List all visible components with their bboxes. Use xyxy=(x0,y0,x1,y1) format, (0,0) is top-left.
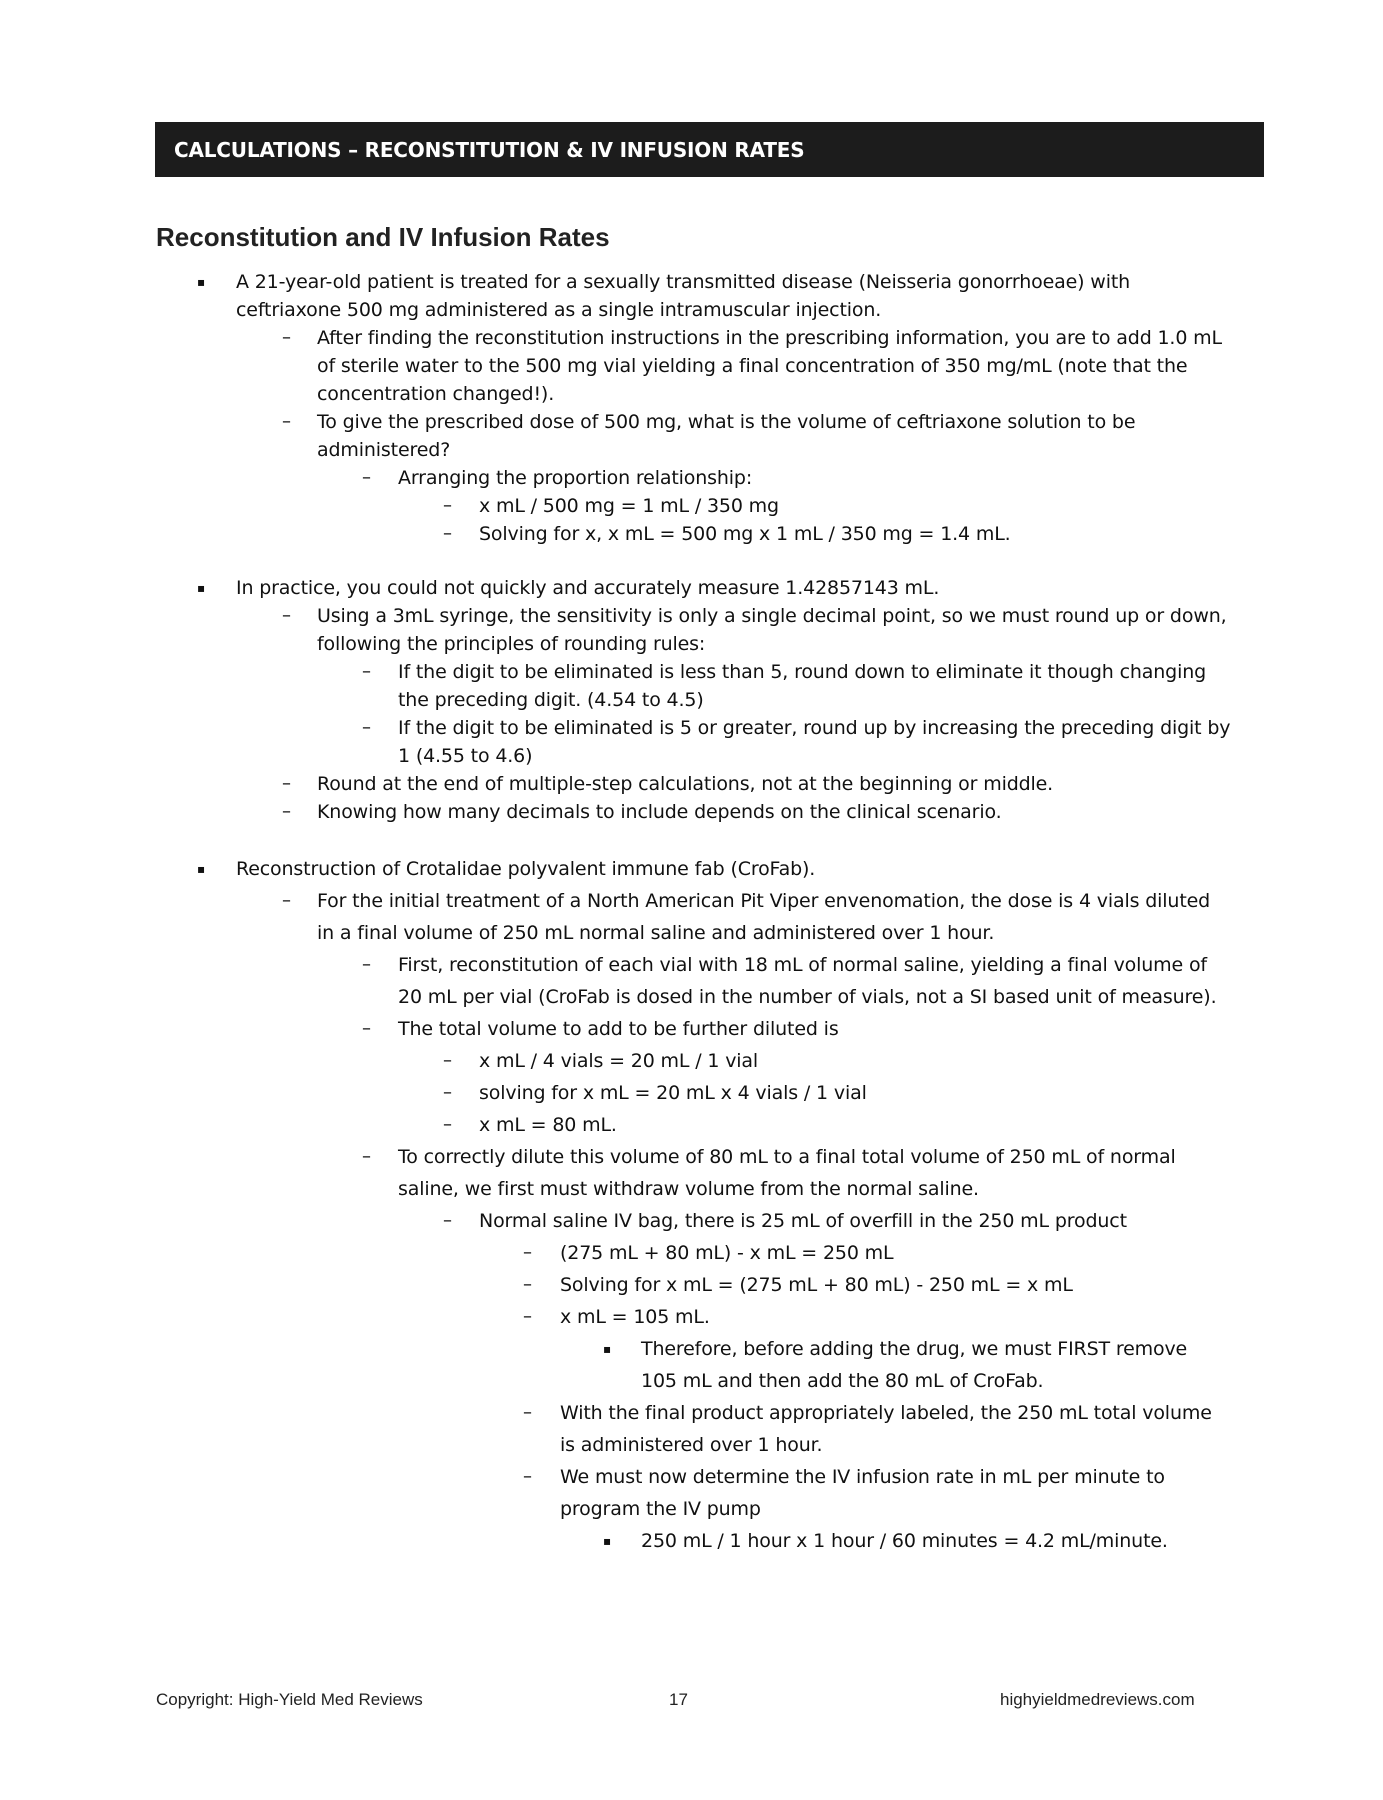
bullet-marker: ▪ xyxy=(197,275,206,289)
text-line: administered? xyxy=(317,439,451,461)
text-line: x mL = 80 mL. xyxy=(479,1114,617,1136)
bullet-marker: ▪ xyxy=(197,581,206,595)
text-line: To give the prescribed dose of 500 mg, what is the volume of ceftriaxone solution to be xyxy=(317,411,1136,433)
text-line: 1 (4.55 to 4.6) xyxy=(398,745,533,767)
text-line: Normal saline IV bag, there is 25 mL of overfill in the 250 mL product xyxy=(479,1210,1127,1232)
text-line: Using a 3mL syringe, the sensitivity is only a single decimal point, so we must round up or down, xyxy=(317,605,1227,627)
text-line: Arranging the proportion relationship: xyxy=(398,467,753,489)
text-line: following the principles of rounding rules: xyxy=(317,633,706,655)
dash-marker: – xyxy=(523,1306,532,1327)
text-line: Reconstruction of Crotalidae polyvalent immune fab (CroFab). xyxy=(236,858,816,880)
dash-marker: – xyxy=(362,1146,371,1167)
dash-marker: – xyxy=(443,1050,452,1071)
text-line: in a final volume of 250 mL normal saline and administered over 1 hour. xyxy=(317,922,995,944)
dash-marker: – xyxy=(523,1402,532,1423)
text-line: A 21-year-old patient is treated for a sexually transmitted disease (Neisseria gonorrhoeae) with xyxy=(236,271,1131,293)
text-line: is administered over 1 hour. xyxy=(560,1434,823,1456)
dash-marker: – xyxy=(362,661,371,682)
text-line: program the IV pump xyxy=(560,1498,761,1520)
dash-marker: – xyxy=(362,467,371,488)
dash-marker: – xyxy=(282,327,291,348)
text-line: If the digit to be eliminated is less than 5, round down to eliminate it though changing xyxy=(398,661,1206,683)
bullet-marker: ▪ xyxy=(603,1342,612,1356)
bullet-marker: ▪ xyxy=(603,1534,612,1548)
text-line: Therefore, before adding the drug, we must FIRST remove xyxy=(641,1338,1188,1360)
bullet-marker: ▪ xyxy=(197,862,206,876)
text-line: saline, we first must withdraw volume from the normal saline. xyxy=(398,1178,979,1200)
dash-marker: – xyxy=(523,1466,532,1487)
text-line: Knowing how many decimals to include depends on the clinical scenario. xyxy=(317,801,1002,823)
dash-marker: – xyxy=(443,1210,452,1231)
dash-marker: – xyxy=(523,1274,532,1295)
text-line: We must now determine the IV infusion rate in mL per minute to xyxy=(560,1466,1165,1488)
footer-website: highyieldmedreviews.com xyxy=(1000,1690,1195,1709)
dash-marker: – xyxy=(362,1018,371,1039)
text-line: After finding the reconstitution instructions in the prescribing information, you are to add 1.0 mL xyxy=(317,327,1222,349)
text-line: 250 mL / 1 hour x 1 hour / 60 minutes = 4.2 mL/minute. xyxy=(641,1530,1168,1552)
dash-marker: – xyxy=(282,605,291,626)
dash-marker: – xyxy=(443,1082,452,1103)
dash-marker: – xyxy=(443,1114,452,1135)
dash-marker: – xyxy=(362,717,371,738)
text-line: ceftriaxone 500 mg administered as a single intramuscular injection. xyxy=(236,299,882,321)
dash-marker: – xyxy=(282,773,291,794)
dash-marker: – xyxy=(282,890,291,911)
text-line: the preceding digit. (4.54 to 4.5) xyxy=(398,689,704,711)
text-line: x mL = 105 mL. xyxy=(560,1306,710,1328)
text-line: The total volume to add to be further diluted is xyxy=(398,1018,839,1040)
text-line: Solving for x mL = (275 mL + 80 mL) - 250 mL = x mL xyxy=(560,1274,1073,1296)
dash-marker: – xyxy=(523,1242,532,1263)
text-line: x mL / 500 mg = 1 mL / 350 mg xyxy=(479,495,779,517)
text-line: 20 mL per vial (CroFab is dosed in the number of vials, not a SI based unit of measure). xyxy=(398,986,1217,1008)
footer-copyright: Copyright: High-Yield Med Reviews xyxy=(156,1690,423,1709)
dash-marker: – xyxy=(443,495,452,516)
text-line: of sterile water to the 500 mg vial yielding a final concentration of 350 mg/mL (note that the xyxy=(317,355,1188,377)
section-banner xyxy=(155,122,1264,177)
text-line: First, reconstitution of each vial with 18 mL of normal saline, yielding a final volume of xyxy=(398,954,1207,976)
text-line: Solving for x, x mL = 500 mg x 1 mL / 350 mg = 1.4 mL. xyxy=(479,523,1011,545)
text-line: (275 mL + 80 mL) - x mL = 250 mL xyxy=(560,1242,894,1264)
text-line: To correctly dilute this volume of 80 mL to a final total volume of 250 mL of normal xyxy=(398,1146,1176,1168)
text-line: concentration changed!). xyxy=(317,383,555,405)
dash-marker: – xyxy=(282,411,291,432)
text-line: With the final product appropriately labeled, the 250 mL total volume xyxy=(560,1402,1212,1424)
text-line: If the digit to be eliminated is 5 or greater, round up by increasing the preceding digit by xyxy=(398,717,1231,739)
dash-marker: – xyxy=(362,954,371,975)
dash-marker: – xyxy=(282,801,291,822)
text-line: solving for x mL = 20 mL x 4 vials / 1 vial xyxy=(479,1082,867,1104)
section-heading: Reconstitution and IV Infusion Rates xyxy=(156,222,610,252)
banner-title: CALCULATIONS – RECONSTITUTION & IV INFUSION RATES xyxy=(174,137,805,162)
footer-page-number: 17 xyxy=(669,1690,688,1709)
text-line: x mL / 4 vials = 20 mL / 1 vial xyxy=(479,1050,759,1072)
text-line: 105 mL and then add the 80 mL of CroFab. xyxy=(641,1370,1044,1392)
dash-marker: – xyxy=(443,523,452,544)
text-line: For the initial treatment of a North American Pit Viper envenomation, the dose is 4 vials diluted xyxy=(317,890,1211,912)
text-line: In practice, you could not quickly and accurately measure 1.42857143 mL. xyxy=(236,577,940,599)
text-line: Round at the end of multiple-step calculations, not at the beginning or middle. xyxy=(317,773,1054,795)
